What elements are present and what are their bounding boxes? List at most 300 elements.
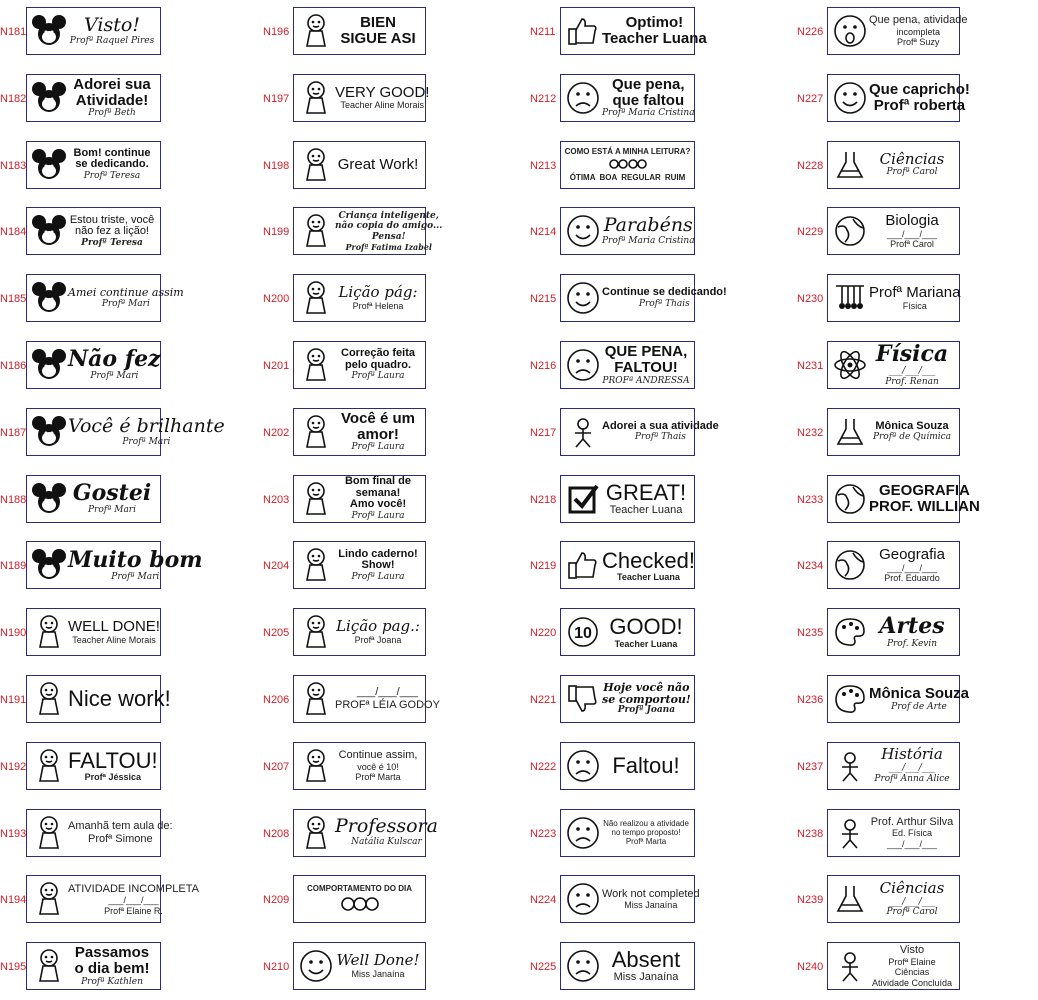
stamp-line: FALTOU!	[614, 358, 678, 376]
stamp-item[interactable]	[530, 470, 771, 530]
stamp-preview[interactable]	[827, 341, 960, 389]
stamp-preview[interactable]	[26, 675, 171, 723]
stamp-preview[interactable]	[560, 475, 695, 523]
stamp-preview[interactable]	[560, 207, 695, 255]
stamp-item[interactable]	[797, 536, 1038, 596]
stamp-code: N184	[0, 226, 27, 239]
stamp-preview[interactable]	[26, 207, 161, 255]
stamp-item[interactable]	[530, 136, 771, 196]
stamp-item[interactable]	[0, 336, 241, 396]
stamp-item[interactable]	[797, 202, 1038, 262]
ladybug-girl-icon	[297, 143, 335, 187]
stamp-line: Miss Janaína	[624, 900, 678, 911]
stamp-item[interactable]	[530, 336, 771, 396]
stamp-text	[335, 749, 425, 782]
stamp-line: Profª Elaine R.	[104, 905, 163, 916]
stamp-code: N192	[0, 760, 27, 773]
stamp-line: Prof. Arthur Silva	[870, 815, 954, 828]
stamp-line: Ciências	[879, 149, 945, 168]
crying-face-icon	[564, 811, 602, 855]
stamp-code: N238	[797, 827, 824, 840]
stamp-line: Artes	[879, 613, 945, 640]
stamp-item[interactable]	[0, 603, 241, 663]
stamp-item[interactable]	[263, 737, 504, 797]
rating-labels	[570, 172, 686, 182]
stamp-preview[interactable]	[293, 875, 426, 923]
stamp-text	[68, 414, 229, 447]
stamp-line: Que pena,	[612, 75, 685, 93]
stamp-text	[602, 481, 694, 517]
stamp-line: Profª Elaine	[888, 956, 936, 967]
stamp-code: N191	[0, 694, 27, 706]
stamp-item[interactable]	[530, 2, 771, 62]
stamp-line: Física	[902, 300, 927, 311]
stamp-code: N217	[530, 426, 557, 439]
stamp-text	[68, 479, 160, 516]
stamp-item[interactable]	[263, 269, 504, 329]
stamp-preview[interactable]	[293, 274, 426, 322]
stamp-code: N239	[797, 894, 824, 907]
stamp-line: QUE PENA,	[604, 343, 688, 361]
stamp-line: Profª Mari	[90, 371, 139, 382]
stamp-item[interactable]	[530, 69, 771, 129]
stamp-item[interactable]	[0, 470, 241, 530]
stamp-preview[interactable]	[293, 341, 426, 389]
stamp-line: ___/___/___	[888, 763, 936, 774]
hedgehog-icon	[297, 76, 335, 120]
stamp-item[interactable]	[797, 737, 1038, 797]
sad-face-icon	[564, 877, 602, 921]
stamp-preview[interactable]	[560, 608, 695, 656]
stamp-item[interactable]	[0, 804, 241, 864]
stamp-line: Checked!	[602, 547, 695, 573]
stamp-preview[interactable]	[827, 942, 960, 990]
stamp-text	[335, 348, 425, 382]
stamp-line: Great Work!	[337, 155, 419, 173]
fairy-icon	[30, 677, 68, 721]
stamp-text	[869, 14, 971, 47]
stamp-item[interactable]	[797, 470, 1038, 530]
stamp-code: N200	[263, 293, 290, 306]
stamp-item[interactable]	[530, 737, 771, 797]
svg-text:10: 10	[574, 625, 592, 643]
stamp-code: N223	[530, 827, 557, 840]
stamp-text	[602, 819, 694, 847]
stamp-item[interactable]	[530, 603, 771, 663]
stamp-text	[68, 546, 207, 583]
tiger-icon	[297, 744, 335, 788]
stamp-text	[68, 749, 162, 783]
stamp-item[interactable]	[263, 536, 504, 596]
stamp-preview[interactable]	[26, 141, 161, 189]
stamp-line: ___/___/___	[356, 686, 419, 699]
runner-icon	[831, 811, 869, 855]
stamp-item[interactable]	[797, 403, 1038, 463]
stamp-line: incompleta	[896, 26, 940, 37]
flask-icon	[831, 410, 869, 454]
stamp-text	[565, 147, 691, 156]
stamp-text	[335, 549, 425, 583]
stamp-line: GOOD!	[609, 614, 683, 640]
stamp-item[interactable]	[263, 870, 504, 930]
stamp-line: no tempo proposto!	[611, 827, 681, 837]
stamp-code: N202	[263, 426, 290, 439]
stamp-code: N233	[797, 493, 824, 506]
stamp-code: N234	[797, 560, 824, 573]
stamp-item[interactable]	[530, 804, 771, 864]
stamp-text	[335, 15, 425, 47]
cat-icon	[297, 811, 335, 855]
stamp-preview[interactable]	[26, 942, 161, 990]
stamp-preview[interactable]	[26, 541, 203, 589]
stamp-text	[602, 216, 699, 246]
stamp-text	[68, 945, 160, 987]
stamp-line: Passamos	[74, 944, 150, 962]
stamp-text	[335, 211, 446, 252]
stamp-text	[602, 344, 694, 386]
stamp-item[interactable]	[0, 870, 241, 930]
stamp-code: N203	[263, 493, 290, 506]
stamp-line: Profª Mariana	[869, 284, 961, 302]
stamp-item[interactable]	[797, 870, 1038, 930]
stamp-preview[interactable]	[827, 675, 970, 723]
stamp-code: N201	[263, 360, 290, 372]
stamp-item[interactable]	[530, 403, 771, 463]
stamp-line: Profª Mari	[87, 504, 136, 515]
stamp-item[interactable]	[263, 937, 504, 997]
stamp-line: Profª Mari	[111, 571, 160, 582]
stamp-text	[869, 213, 959, 250]
stamp-code: N228	[797, 159, 824, 172]
stamp-code: N219	[530, 560, 557, 573]
stamp-preview[interactable]	[293, 408, 426, 456]
stamp-preview[interactable]	[560, 541, 695, 589]
stamp-line: Ciências	[894, 967, 930, 978]
stamp-item[interactable]	[0, 2, 241, 62]
stamp-preview[interactable]	[827, 608, 960, 656]
stamp-line: WELL DONE!	[68, 618, 160, 636]
stamp-code: N182	[0, 92, 27, 105]
stamp-line: Profª Carol	[890, 239, 934, 250]
stamp-preview[interactable]	[26, 7, 161, 55]
stamp-line: BIEN	[360, 14, 396, 32]
stamp-item[interactable]	[530, 937, 771, 997]
stamp-line: Gostei	[72, 479, 152, 506]
stamp-item[interactable]	[0, 136, 241, 196]
stamp-item[interactable]	[263, 670, 504, 730]
stamp-code: N216	[530, 360, 557, 372]
stamp-line: Profª Thais	[638, 298, 690, 309]
test-tube-icon	[831, 143, 869, 187]
stamp-code: N193	[0, 827, 27, 840]
doll-icon	[30, 811, 68, 855]
stamp-preview[interactable]	[827, 742, 960, 790]
bee-heart-icon	[297, 477, 335, 521]
stamp-text	[869, 82, 974, 114]
stamp-text	[869, 881, 959, 918]
stamp-line: Atividade Concluída	[871, 977, 953, 988]
stamp-line: Teacher Aline Morais	[340, 100, 425, 111]
stitch-icon	[30, 944, 68, 988]
stamp-line: Profª Helena	[352, 300, 404, 311]
stamp-preview[interactable]	[827, 475, 980, 523]
stamp-preview[interactable]	[293, 475, 426, 523]
stamp-item[interactable]	[530, 870, 771, 930]
stamp-line: ___/___/___	[886, 228, 938, 239]
stamp-preview[interactable]	[827, 875, 960, 923]
stamp-item[interactable]	[797, 804, 1038, 864]
stamp-item[interactable]	[263, 603, 504, 663]
glasses-face-icon	[564, 276, 602, 320]
stamp-item[interactable]	[797, 269, 1038, 329]
stamp-preview[interactable]	[560, 7, 707, 55]
ten-icon	[564, 610, 602, 654]
stamp-preview[interactable]	[560, 341, 695, 389]
stamp-text	[335, 619, 425, 645]
stamp-text	[68, 687, 175, 710]
stamp-item[interactable]	[263, 470, 504, 530]
stamp-line: Profª Laura	[351, 371, 405, 382]
stamp-preview[interactable]	[26, 608, 161, 656]
stamp-preview[interactable]	[293, 742, 426, 790]
stamp-preview[interactable]	[26, 74, 161, 122]
stamp-line: Ciências	[879, 879, 945, 898]
stamp-item[interactable]	[797, 670, 1038, 730]
stamp-line: Amo você!	[349, 498, 407, 511]
stamp-code: N220	[530, 627, 557, 640]
stamp-preview[interactable]	[26, 341, 161, 389]
stamp-item[interactable]	[530, 670, 771, 730]
minnie-icon	[30, 76, 68, 120]
rabbit-icon	[297, 343, 335, 387]
stamp-preview[interactable]	[560, 809, 695, 857]
stamp-line: Criança inteligente,	[338, 211, 439, 222]
stamp-item[interactable]	[797, 2, 1038, 62]
stamp-code: N210	[263, 961, 290, 974]
stamp-text	[602, 754, 694, 777]
rating-label: RUIM	[664, 173, 686, 183]
stamp-item[interactable]	[263, 69, 504, 129]
stamp-preview[interactable]	[827, 141, 960, 189]
stamp-line: Profª Thais	[634, 432, 686, 443]
stamp-text	[307, 884, 412, 893]
stamp-item[interactable]	[0, 69, 241, 129]
stamp-text	[68, 215, 160, 249]
stamp-preview[interactable]	[293, 608, 426, 656]
stamp-preview[interactable]	[560, 942, 695, 990]
stamp-text	[869, 747, 959, 784]
stamp-line: que faltou	[612, 91, 685, 109]
stamp-code: N185	[0, 293, 27, 306]
stamp-line: PROF. WILLIAN	[869, 497, 980, 515]
stamp-line: Profª Anna Alice	[874, 773, 950, 784]
stamp-preview[interactable]	[26, 274, 184, 322]
stamp-text	[869, 547, 959, 584]
stamp-preview[interactable]	[560, 141, 695, 189]
stamp-item[interactable]	[530, 269, 771, 329]
stamp-code: N207	[263, 760, 290, 773]
bird-icon	[297, 209, 335, 253]
stamp-line: Continue assim,	[338, 749, 418, 762]
stamp-code: N195	[0, 961, 27, 974]
stamp-line: Work not completed	[602, 887, 700, 900]
stamp-line: Prof. Kevin	[886, 638, 938, 649]
stamp-text	[602, 948, 694, 984]
cute-face-icon	[831, 76, 869, 120]
stamp-line: Adorei sua	[73, 75, 151, 93]
stamp-text	[869, 149, 959, 178]
stamp-line: semana!	[355, 486, 401, 499]
stamp-text	[869, 816, 959, 849]
stamp-code: N204	[263, 560, 290, 573]
stamp-code: N235	[797, 627, 824, 640]
stamp-preview[interactable]	[560, 675, 695, 723]
minnie-icon	[30, 276, 68, 320]
stamp-code: N227	[797, 92, 824, 105]
stamp-item[interactable]	[530, 536, 771, 596]
stamp-code: N188	[0, 493, 27, 506]
stamp-preview[interactable]	[293, 942, 426, 990]
stamp-item[interactable]	[797, 336, 1038, 396]
stamp-text	[869, 343, 959, 387]
stamp-item[interactable]	[0, 403, 241, 463]
stamp-line: Teacher Luana	[609, 503, 683, 516]
stamp-preview[interactable]	[827, 809, 960, 857]
stamp-item[interactable]	[797, 937, 1038, 997]
stamp-item[interactable]	[0, 937, 241, 997]
stamp-line: Professora	[335, 815, 438, 838]
stamp-preview[interactable]	[26, 809, 173, 857]
stamp-item[interactable]	[0, 202, 241, 262]
stamp-item[interactable]	[0, 737, 241, 797]
stamp-text	[68, 77, 160, 119]
stamp-preview[interactable]	[827, 274, 960, 322]
stamp-column	[263, 0, 504, 1000]
cartoon-boy-icon	[30, 744, 68, 788]
stamp-item[interactable]	[0, 269, 241, 329]
stamp-line: Profª Fatima Izabel	[345, 242, 432, 253]
stamp-line: COMPORTAMENTO DO DIA	[306, 883, 413, 893]
stamp-line: Prof. Renan	[885, 376, 939, 387]
stamp-preview[interactable]	[26, 875, 200, 923]
stamp-text	[335, 817, 442, 847]
stamp-line: PROFª ANDRESSA	[602, 375, 690, 386]
stamp-line: Profª Carol	[886, 167, 938, 178]
stamp-preview[interactable]	[827, 74, 970, 122]
stamp-preview[interactable]	[827, 408, 960, 456]
stamp-preview[interactable]	[560, 742, 695, 790]
stamp-item[interactable]	[263, 804, 504, 864]
stamp-text	[602, 682, 695, 716]
stamp-text	[68, 287, 188, 309]
stamp-preview[interactable]	[26, 475, 161, 523]
stamp-line: Teacher Luana	[617, 571, 680, 582]
three-faces-icon	[341, 894, 379, 914]
stamp-preview[interactable]	[827, 541, 960, 589]
stamp-preview[interactable]	[560, 408, 719, 456]
stamp-line: Profª Kathlen	[81, 976, 143, 987]
stamp-line: GREAT!	[605, 479, 687, 505]
stamp-item[interactable]	[263, 336, 504, 396]
stamp-preview[interactable]	[293, 541, 426, 589]
stamp-item[interactable]	[797, 603, 1038, 663]
earth-leaf-icon	[831, 209, 869, 253]
stamp-text	[602, 287, 731, 309]
stamp-line: Visto	[899, 944, 925, 957]
stamp-preview[interactable]	[293, 675, 440, 723]
stamp-code: N218	[530, 493, 557, 506]
stamp-code: N225	[530, 961, 557, 974]
stamp-line: Mônica Souza	[869, 684, 970, 702]
stamp-preview[interactable]	[26, 408, 225, 456]
stamp-text	[602, 549, 699, 583]
stamp-line: Correção feita	[341, 347, 415, 360]
stamp-line: o dia bem!	[74, 959, 150, 977]
stamp-code: N197	[263, 92, 290, 105]
stamp-preview[interactable]	[827, 207, 960, 255]
stamp-preview[interactable]	[293, 7, 426, 55]
stamp-line: Que capricho!	[869, 81, 970, 99]
stamp-item[interactable]	[530, 202, 771, 262]
puppy-icon	[30, 610, 68, 654]
stamp-code: N232	[797, 426, 824, 439]
stamp-text	[68, 619, 164, 645]
heart-eyes-emoji-icon	[297, 944, 335, 988]
stamp-item[interactable]	[263, 202, 504, 262]
stamp-preview[interactable]	[293, 207, 443, 255]
stamp-item[interactable]	[797, 69, 1038, 129]
thumbs-up-icon	[564, 9, 602, 53]
stamp-text	[68, 883, 203, 916]
girl-icon	[297, 543, 335, 587]
stamp-item[interactable]	[0, 670, 241, 730]
stamp-line: Continue se dedicando!	[602, 286, 727, 299]
thumbs-down-icon	[564, 677, 602, 721]
stamp-text	[335, 476, 425, 521]
stamp-line: Adorei a sua atividade	[602, 419, 719, 432]
stamp-preview[interactable]	[560, 875, 700, 923]
stamp-item[interactable]	[263, 2, 504, 62]
stamp-preview[interactable]	[560, 74, 695, 122]
stamp-preview[interactable]	[293, 809, 438, 857]
stamp-column	[797, 0, 1038, 1000]
stamp-line: ___/___/___	[886, 838, 938, 849]
stamp-text	[602, 15, 711, 47]
stamp-preview[interactable]	[293, 74, 430, 122]
stamp-code: N211	[530, 26, 556, 38]
globe-books-icon	[831, 543, 869, 587]
stamp-line: Teacher Aline Morais	[72, 634, 156, 645]
stamp-preview[interactable]	[293, 141, 426, 189]
sad-face-icon	[564, 343, 602, 387]
stamp-line: Você é um	[341, 409, 415, 427]
stamp-item[interactable]	[263, 403, 504, 463]
stamp-line: Física	[875, 341, 949, 368]
stamp-item[interactable]	[263, 136, 504, 196]
stamp-preview[interactable]	[560, 274, 727, 322]
stamp-code: N229	[797, 226, 824, 239]
stamp-line: Profª de Química	[872, 432, 952, 443]
stamp-preview[interactable]	[26, 742, 161, 790]
stamp-item[interactable]	[0, 536, 241, 596]
stamp-code: N237	[797, 760, 824, 773]
mafalda-icon	[297, 9, 335, 53]
stamp-code: N224	[530, 894, 557, 907]
stamp-line: Profª Beth	[88, 108, 136, 119]
atom-icon	[831, 343, 869, 387]
stamp-item[interactable]	[797, 136, 1038, 196]
stamp-preview[interactable]	[827, 7, 968, 55]
